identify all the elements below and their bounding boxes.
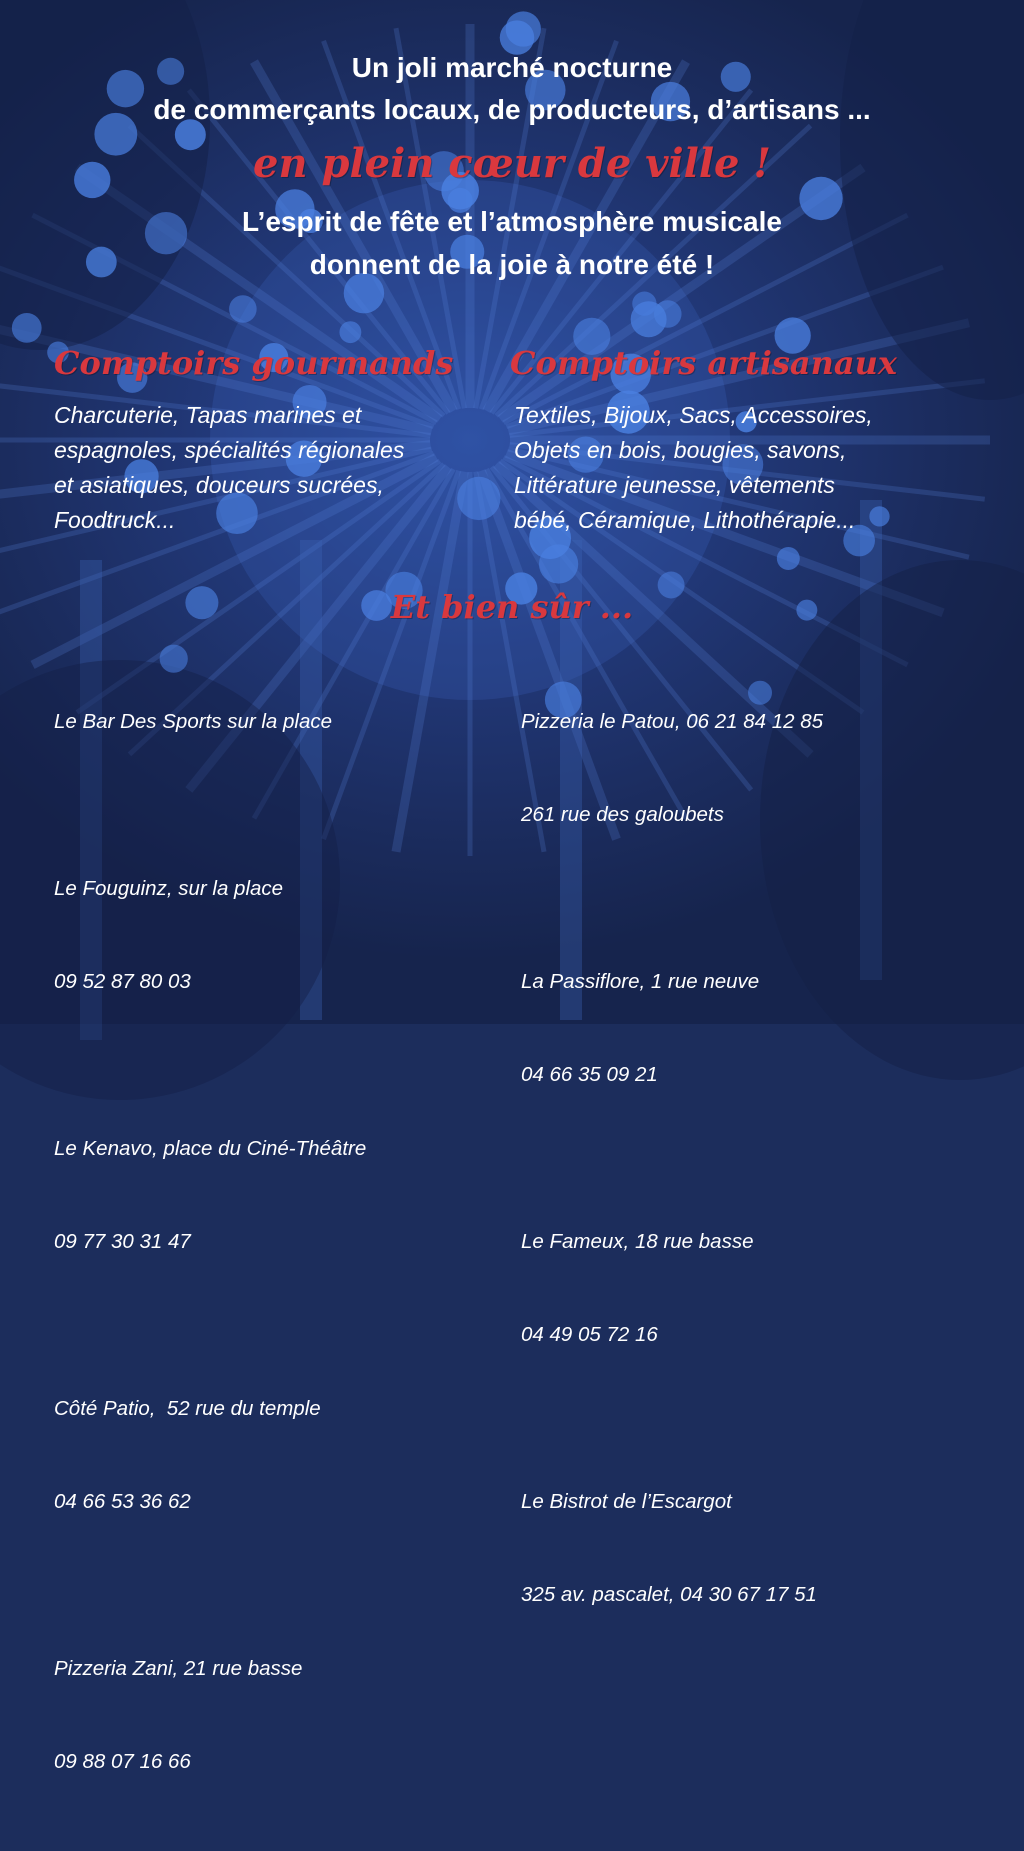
lantern [457,477,500,520]
gourmands-line: espagnoles, spécialités régionales [54,437,405,463]
venue-name: Le Bar Des Sports sur la place [54,710,333,733]
venue-entry [521,1424,823,1672]
venue-entry [54,1591,366,1839]
lantern [12,313,42,343]
venue-detail: 325 av. pascalet, 04 30 67 17 51 [521,1583,817,1606]
venue-name: Pizzeria Zani, 21 rue basse [54,1657,303,1680]
venue-detail: 09 52 87 80 03 [54,970,191,993]
venue-detail: 09 88 07 16 66 [54,1750,191,1773]
artisanaux-line: Littérature jeunesse, vêtements [514,472,835,498]
venue-name: Le Bistrot de l’Escargot [521,1490,732,1513]
lantern [632,292,656,316]
gourmands-line: Foodtruck... [54,507,176,533]
artisanaux-line: Textiles, Bijoux, Sacs, Accessoires, [514,402,873,428]
slogan: en plein cœur de ville ! [253,140,771,187]
gourmands-line: Charcuterie, Tapas marines et [54,402,362,428]
venue-detail: 04 49 05 72 16 [521,1323,658,1346]
intro-line-4: donnent de la joie à notre été ! [309,249,715,280]
venue-detail: 04 66 53 36 62 [54,1490,191,1513]
venue-entry [54,644,366,799]
venue-detail: 261 rue des galoubets [521,803,724,826]
lantern [229,295,257,323]
artisanaux-line: Objets en bois, bougies, savons, [514,437,847,463]
venue-detail: 09 77 30 31 47 [54,1230,191,1253]
lantern [339,321,361,343]
venues-right [521,644,823,1684]
artisanaux-title: Comptoirs artisanaux [510,344,897,382]
lantern [506,11,541,46]
venue-entry [521,644,823,892]
artisanaux-text [514,398,873,538]
gourmands-text [54,398,404,538]
venue-name: Pizzeria le Patou, 06 21 84 12 85 [521,710,824,733]
venue-name: Le Fouguinz, sur la place [54,877,284,900]
venue-name: Côté Patio, 52 rue du temple [54,1397,321,1420]
artisanaux-line: bébé, Céramique, Lithothérapie... [514,507,856,533]
venue-detail: 04 66 35 09 21 [521,1063,658,1086]
venue-entry [54,811,366,1059]
venue-entry [54,1331,366,1579]
intro-line-3: L’esprit de fête et l’atmosphère musicale [242,206,782,237]
venue-entry [521,904,823,1152]
intro-line-1: Un joli marché nocturne [351,52,673,83]
and-also-title: Et bien sûr ... [390,588,634,626]
venues-left [54,644,366,1851]
gourmands-line: et asiatiques, douceurs sucrées, [54,472,384,498]
venue-name: La Passiflore, 1 rue neuve [521,970,760,993]
intro-line-2: de commerçants locaux, de producteurs, d’artisans ... [153,94,871,125]
venue-entry [521,1164,823,1412]
lantern [654,300,682,328]
venue-entry [54,1071,366,1319]
venue-name: Le Kenavo, place du Ciné-Théâtre [54,1137,367,1160]
gourmands-title: Comptoirs gourmands [54,344,454,382]
venue-name: Le Fameux, 18 rue basse [521,1230,754,1253]
lantern [777,547,800,570]
